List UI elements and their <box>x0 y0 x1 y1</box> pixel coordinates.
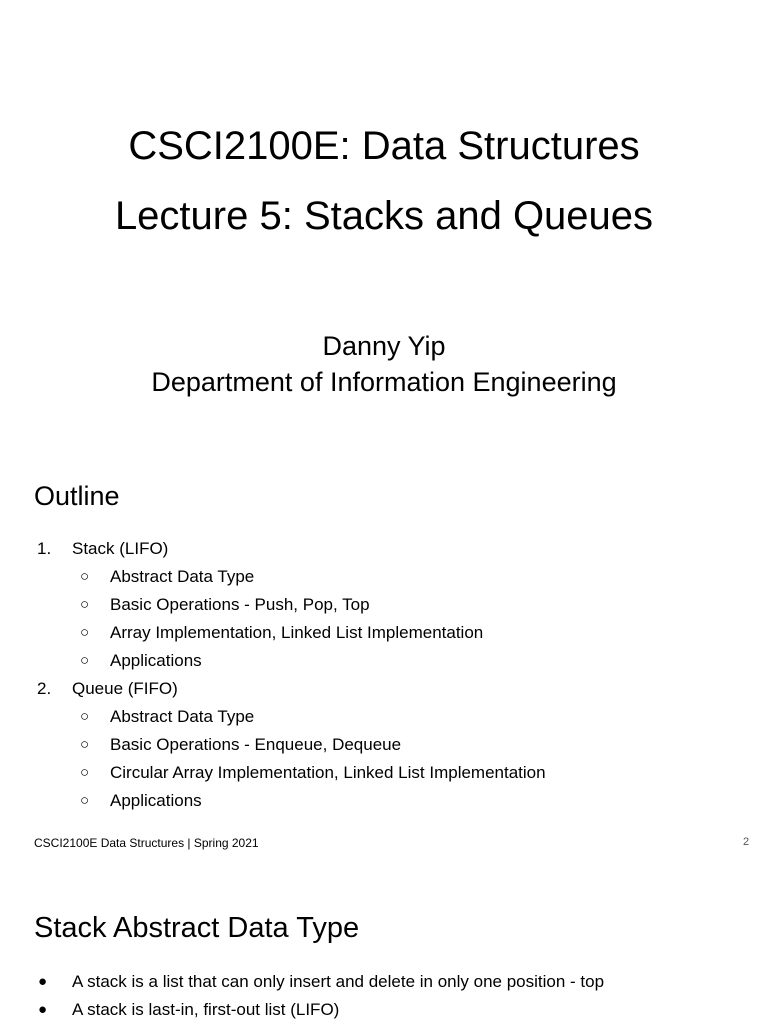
lecture-title: Lecture 5: Stacks and Queues <box>114 194 654 238</box>
outline-subitem-label: Array Implementation, Linked List Implementation <box>110 623 484 642</box>
circle-bullet-icon: ○ <box>80 652 90 669</box>
outline-subitem-label: Abstract Data Type <box>110 707 255 726</box>
circle-bullet-icon: ○ <box>80 764 90 781</box>
course-title: CSCI2100E: Data Structures <box>128 124 640 168</box>
circle-bullet-icon: ○ <box>80 624 90 641</box>
outline-subitem-label: Circular Array Implementation, Linked List Implementation <box>110 763 546 782</box>
filled-bullet-icon: ● <box>38 973 48 990</box>
filled-bullet-icon: ● <box>38 1001 48 1018</box>
circle-bullet-icon: ○ <box>80 708 90 725</box>
circle-bullet-icon: ○ <box>80 596 90 613</box>
author-name: Danny Yip <box>322 331 446 361</box>
outline-subitem-label: Applications <box>110 651 202 670</box>
bullet-text: A stack is last-in, first-out list (LIFO) <box>72 1000 340 1019</box>
outline-subitem-label: Abstract Data Type <box>110 567 255 586</box>
outline-item-label: Stack (LIFO) <box>72 539 169 558</box>
outline-subitem-label: Applications <box>110 791 202 810</box>
circle-bullet-icon: ○ <box>80 792 90 809</box>
outline-item-number: 1. <box>37 539 52 558</box>
department-name: Department of Information Engineering <box>151 367 617 397</box>
title-slide <box>0 0 768 430</box>
slide-footer: CSCI2100E Data Structures | Spring 2021 <box>34 836 259 850</box>
bullet-text: A stack is a list that can only insert and delete in only one position - top <box>72 972 605 991</box>
circle-bullet-icon: ○ <box>80 568 90 585</box>
circle-bullet-icon: ○ <box>80 736 90 753</box>
stack-adt-heading: Stack Abstract Data Type <box>34 912 360 944</box>
page-number: 2 <box>743 836 750 848</box>
outline-item-label: Queue (FIFO) <box>72 679 178 698</box>
outline-heading: Outline <box>34 481 120 511</box>
outline-subitem-label: Basic Operations - Push, Pop, Top <box>110 595 370 614</box>
outline-subitem-label: Basic Operations - Enqueue, Dequeue <box>110 735 402 754</box>
outline-item-number: 2. <box>37 679 52 698</box>
